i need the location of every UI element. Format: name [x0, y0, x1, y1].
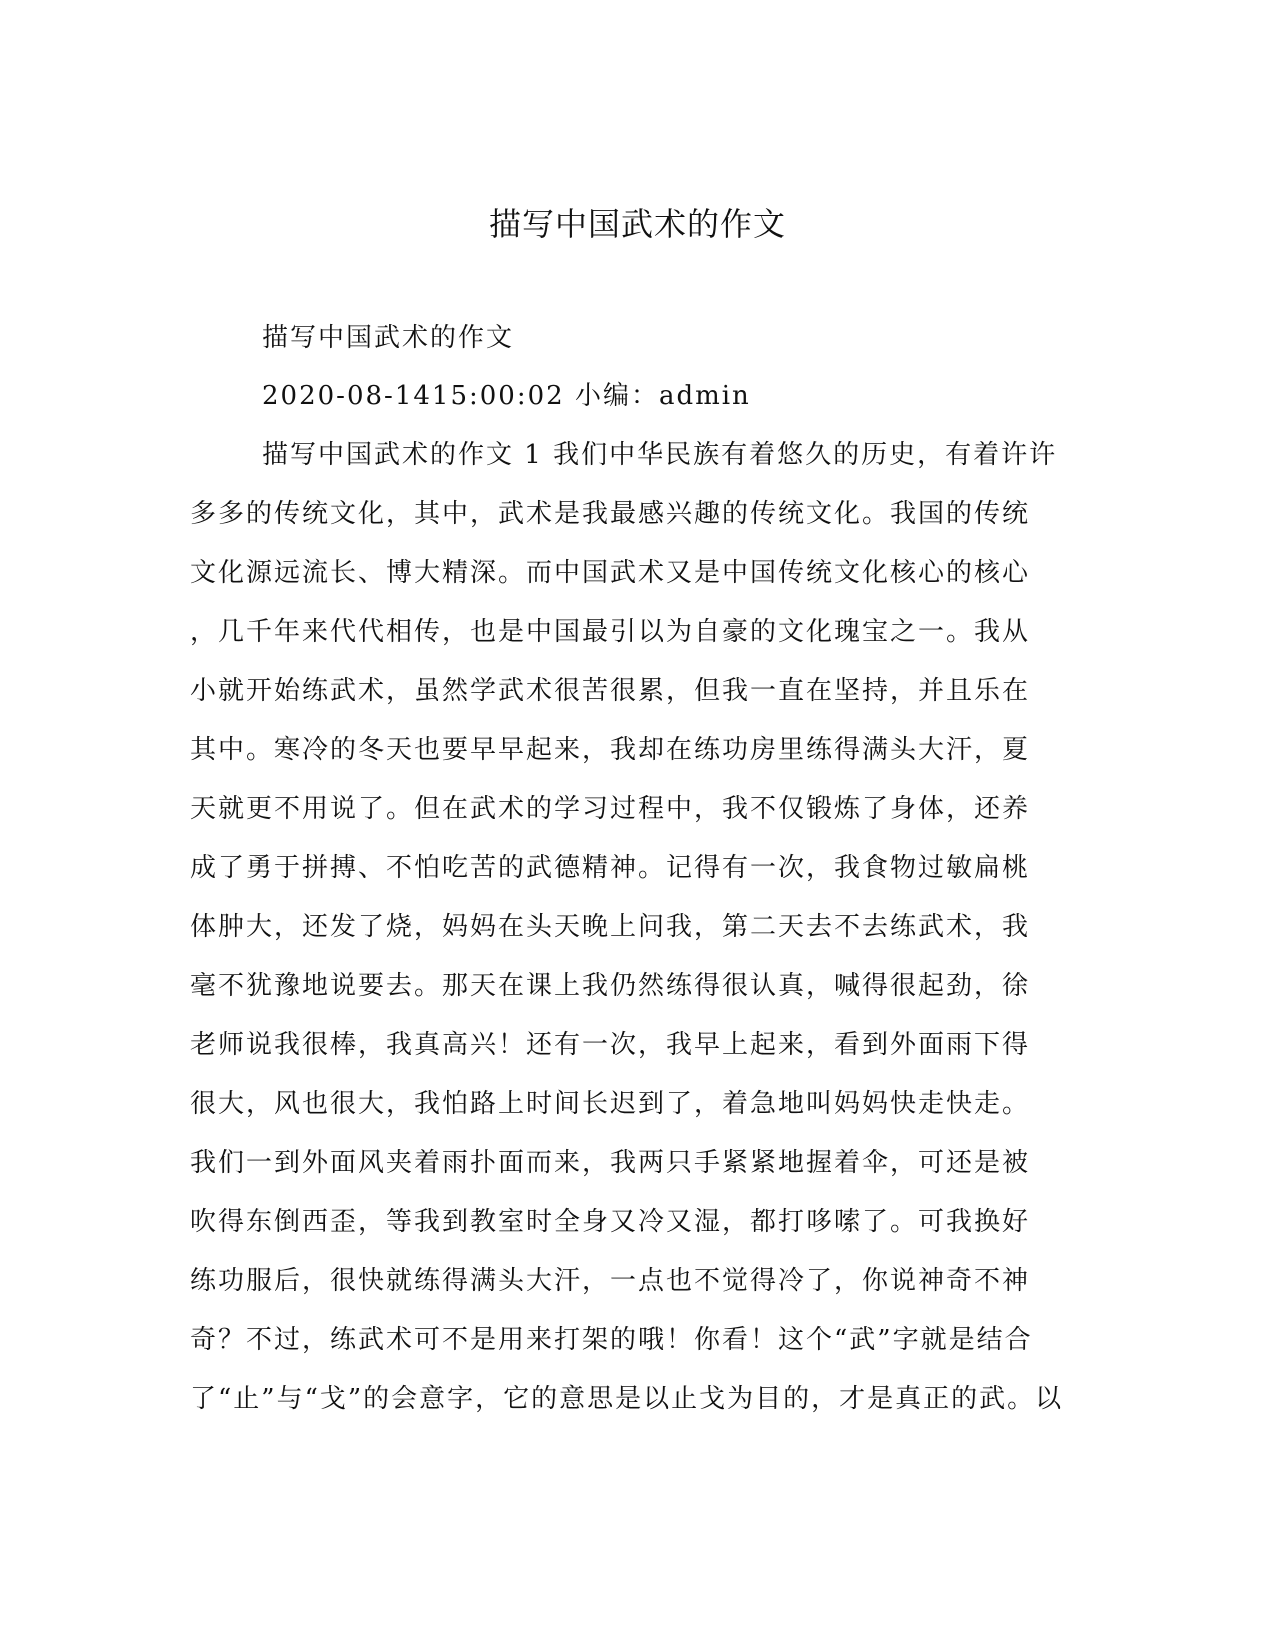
body-line: 吹得东倒西歪，等我到教室时全身又冷又湿，都打哆嗦了。可我换好 [190, 1207, 1031, 1237]
body-line: 成了勇于拼搏、不怕吃苦的武德精神。记得有一次，我食物过敏扁桃 [190, 853, 1031, 883]
body-line: 毫不犹豫地说要去。那天在课上我仍然练得很认真，喊得很起劲，徐 [190, 971, 1031, 1001]
body-line: 天就更不用说了。但在武术的学习过程中，我不仅锻炼了身体，还养 [190, 794, 1031, 824]
body-line: 我们一到外面风夹着雨扑面而来，我两只手紧紧地握着伞，可还是被 [190, 1148, 1031, 1178]
body-line: 练功服后，很快就练得满头大汗，一点也不觉得冷了，你说神奇不神 [190, 1266, 1031, 1296]
body-line: 文化源远流长、博大精深。而中国武术又是中国传统文化核心的核心 [190, 558, 1031, 588]
body-line: 了“止”与“戈”的会意字，它的意思是以止戈为目的，才是真正的武。以 [190, 1384, 1064, 1414]
document-title: 描写中国武术的作文 [488, 205, 786, 243]
body-line: 描写中国武术的作文 1 我们中华民族有着悠久的历史，有着许许 [262, 440, 1058, 470]
body-line: 体肿大，还发了烧，妈妈在头天晚上问我，第二天去不去练武术，我 [190, 912, 1031, 942]
body-line: 很大，风也很大，我怕路上时间长迟到了，着急地叫妈妈快走快走。 [190, 1089, 1031, 1119]
body-line: 小就开始练武术，虽然学武术很苦很累，但我一直在坚持，并且乐在 [190, 676, 1031, 706]
body-line: 多多的传统文化，其中，武术是我最感兴趣的传统文化。我国的传统 [190, 499, 1031, 529]
document-subtitle: 描写中国武术的作文 [262, 323, 515, 353]
body-line: 老师说我很棒，我真高兴！还有一次，我早上起来，看到外面雨下得 [190, 1030, 1031, 1060]
document-meta: 2020-08-1415:00:02 小编：admin [262, 381, 751, 411]
body-line: 奇？不过，练武术可不是用来打架的哦！你看！这个“武”字就是结合 [190, 1325, 1033, 1355]
body-line: ，几千年来代代相传，也是中国最引以为自豪的文化瑰宝之一。我从 [190, 617, 1031, 647]
body-line: 其中。寒冷的冬天也要早早起来，我却在练功房里练得满头大汗，夏 [190, 735, 1031, 765]
